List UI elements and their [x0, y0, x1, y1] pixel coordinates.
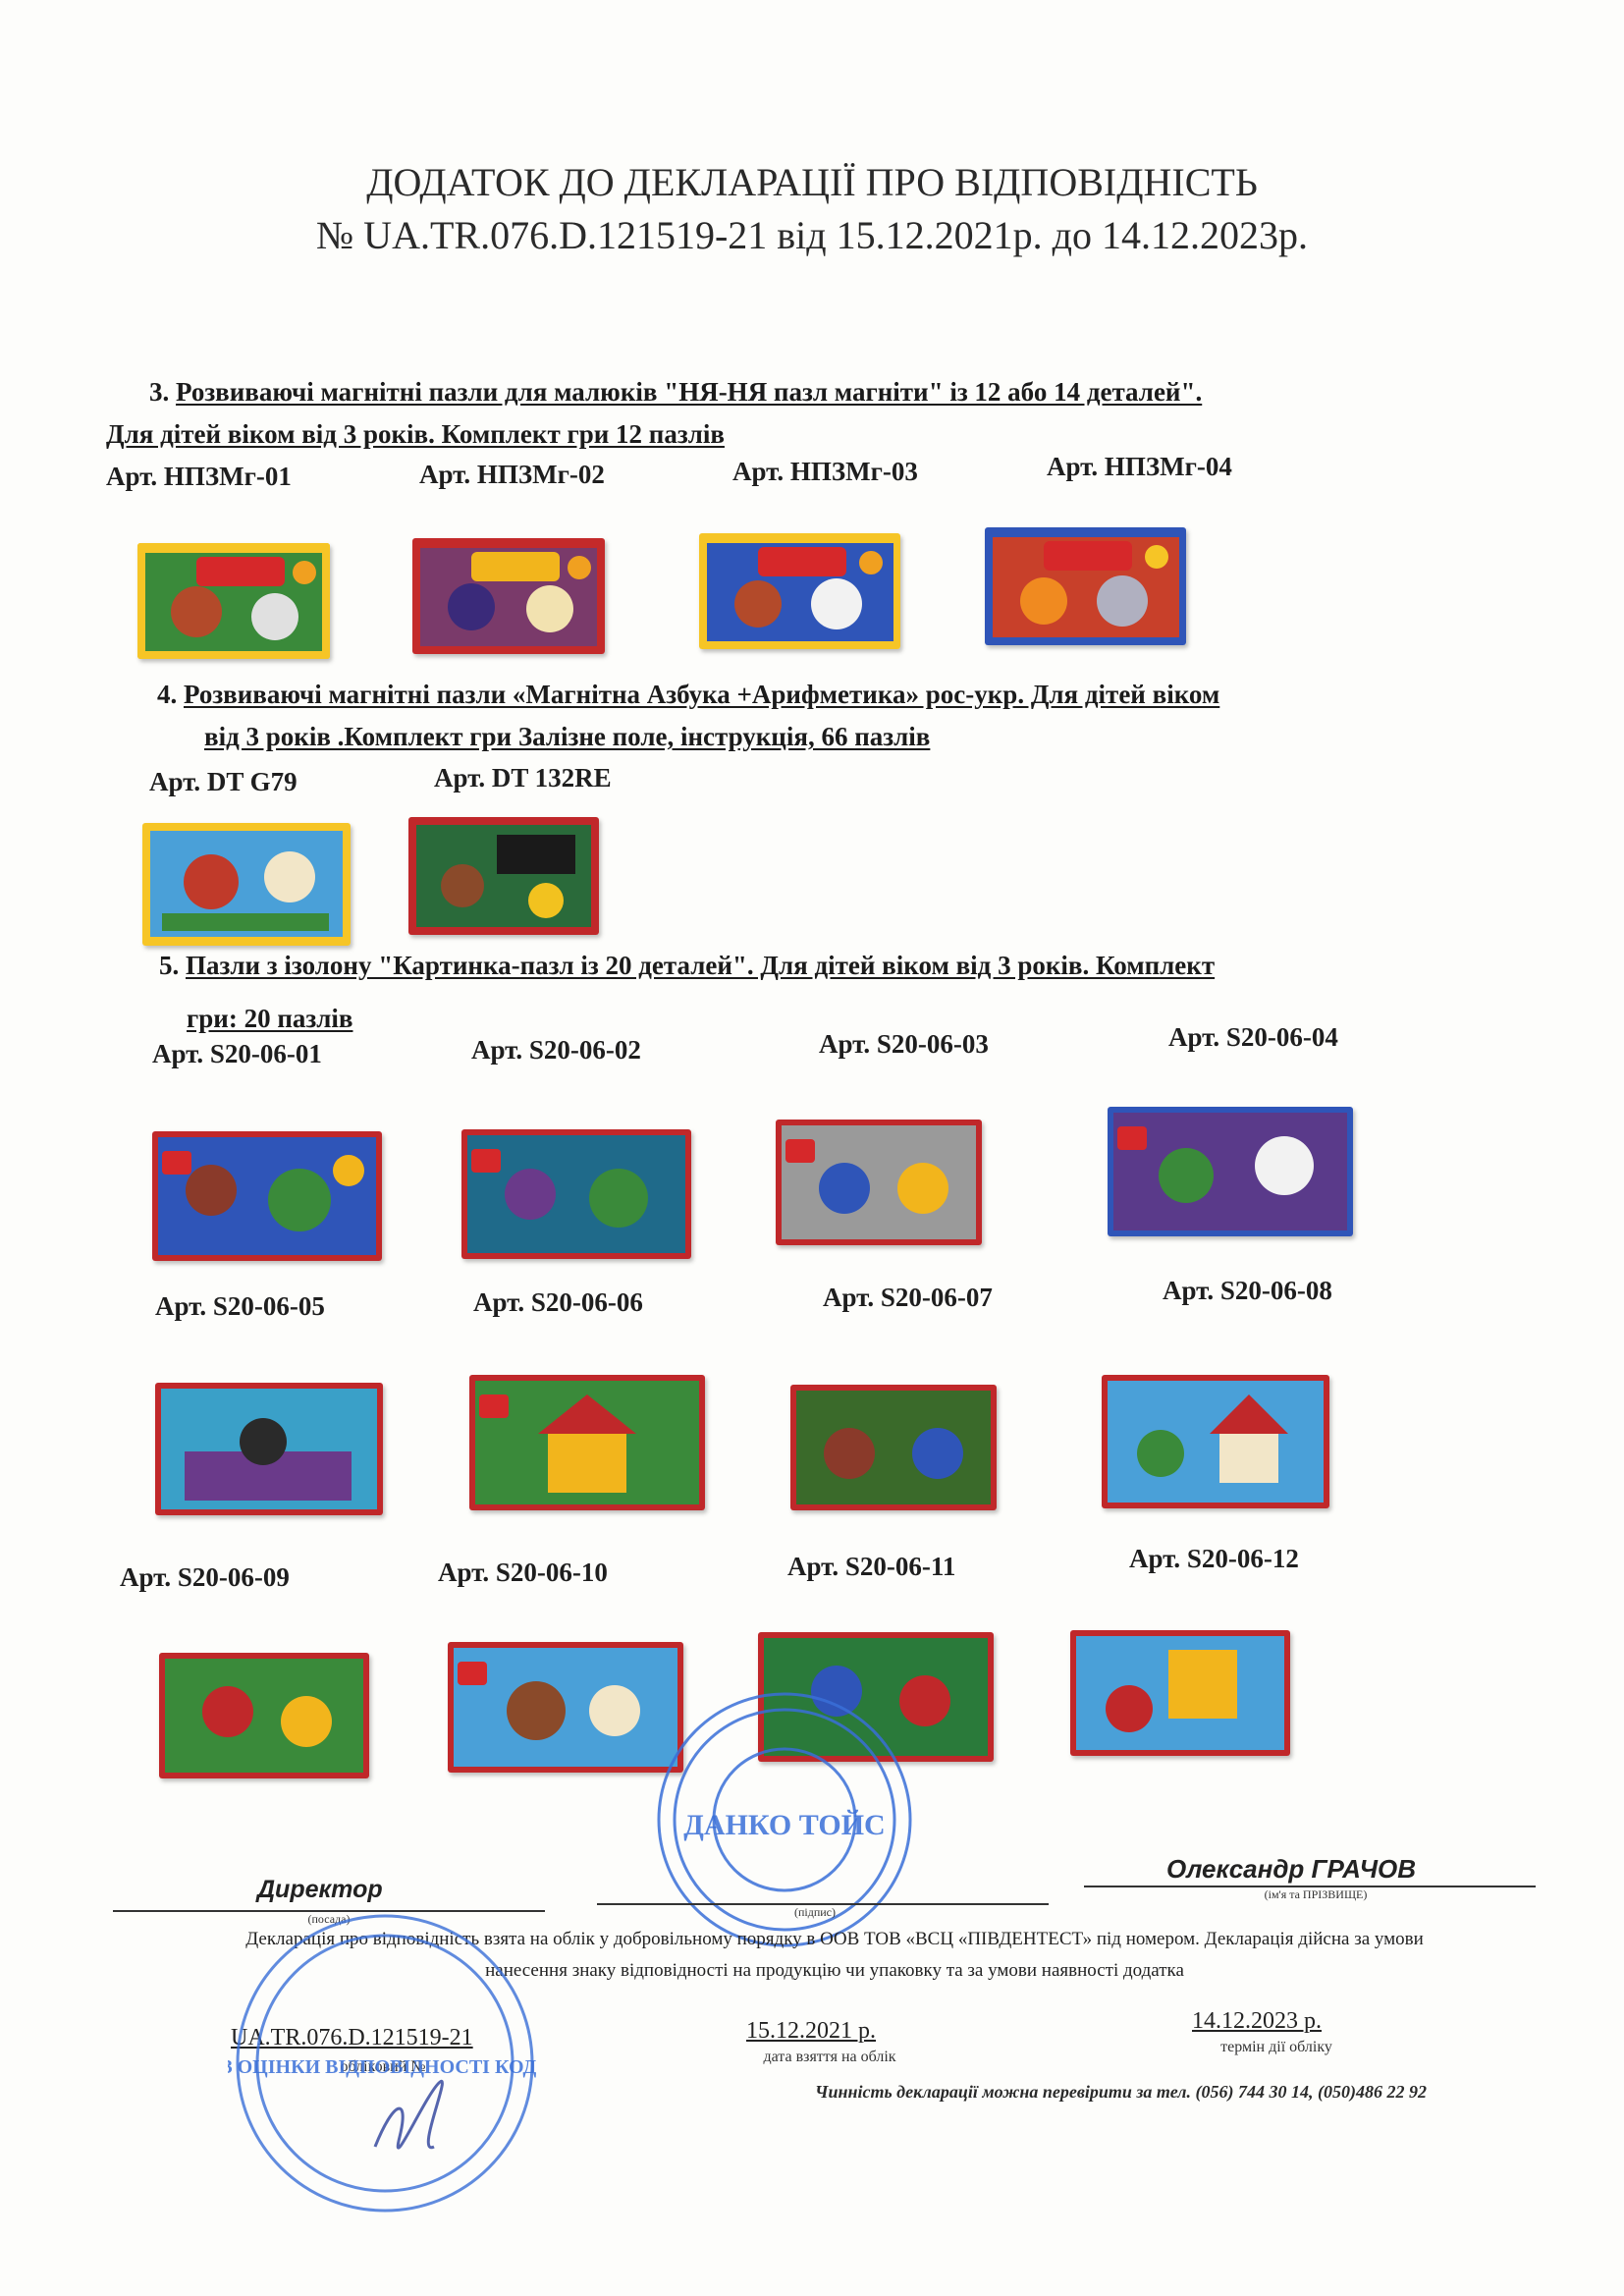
product-box-image [448, 1642, 683, 1773]
article-label: Арт. DT 132RE [434, 763, 612, 793]
puzzle-box-illustration [159, 1653, 369, 1778]
product-box-image [137, 543, 330, 659]
section-3-heading [149, 375, 1202, 409]
article-label: Арт. S20-06-01 [152, 1039, 322, 1068]
article-label: Арт. S20-06-12 [1129, 1544, 1299, 1573]
article-label: Арт. НПЗМг-02 [419, 460, 605, 489]
handwritten-signature [375, 2081, 442, 2148]
article-label: Арт. S20-06-11 [787, 1552, 956, 1581]
product-box-image [461, 1129, 691, 1259]
product-box-image [790, 1385, 997, 1510]
puzzle-box-illustration [142, 823, 351, 946]
section-title-line2: гри: 20 пазлів [187, 1004, 353, 1033]
registration-number: UA.TR.076.D.121519-21 [231, 2025, 473, 2050]
document-title-line1: ДОДАТОК ДО ДЕКЛАРАЦІЇ ПРО ВІДПОВІДНІСТЬ [366, 160, 1258, 204]
sign-caption: (підпис) [793, 1905, 837, 1919]
registration-number-caption: обліковий № [340, 2058, 426, 2075]
article-label: Арт. S20-06-10 [438, 1558, 608, 1587]
puzzle-box-illustration [699, 533, 900, 649]
product-box-image [159, 1653, 369, 1778]
certification-stamp-graphic [228, 1901, 542, 2225]
puzzle-box-illustration [137, 543, 330, 659]
registration-date-caption: дата взяття на облік [763, 2049, 896, 2065]
section-4-heading [157, 678, 1219, 711]
article-label: Арт. НПЗМг-03 [732, 457, 918, 486]
article-label: Арт. S20-06-08 [1163, 1276, 1332, 1305]
article-label: Арт. НПЗМг-04 [1047, 452, 1232, 481]
registration-text-line1: Декларація про відповідність взята на облік у добровільному порядку в ООВ ТОВ «ВСЦ «ПІВДЕНТЕСТ» під номером. Декларація дійсна за умови [245, 1929, 1424, 1949]
product-box-image [776, 1120, 982, 1245]
company-stamp-text: ДАНКО ТОЙС [683, 1809, 886, 1841]
product-box-image [152, 1131, 382, 1261]
article-label: Арт. S20-06-02 [471, 1035, 641, 1065]
director-caption: (посада) [307, 1912, 351, 1926]
puzzle-box-illustration [790, 1385, 997, 1510]
article-label: Арт. S20-06-07 [823, 1283, 993, 1312]
section-4-subtitle [204, 720, 930, 753]
registration-date: 15.12.2021 р. [746, 2018, 876, 2044]
product-box-image [412, 538, 605, 654]
puzzle-box-illustration [1108, 1107, 1353, 1236]
puzzle-box-illustration [461, 1129, 691, 1259]
article-label: Арт. НПЗМг-01 [106, 462, 292, 491]
section-number: 5. [159, 951, 180, 980]
puzzle-box-illustration [155, 1383, 383, 1515]
section-5-subtitle [187, 1002, 352, 1035]
puzzle-box-illustration [408, 817, 599, 935]
puzzle-box-illustration [776, 1120, 982, 1245]
section-title-line1: Розвиваючі магнітні пазли для малюків "НЯ-НЯ пазл магніти" із 12 або 14 деталей". [176, 377, 1203, 407]
section-title-line1: Пазли з ізолону "Картинка-пазл із 20 деталей". Для дітей віком від 3 років. Комплект [186, 951, 1216, 980]
article-label: Арт. S20-06-03 [819, 1029, 989, 1059]
certification-body-stamp [228, 1901, 542, 2225]
article-label: Арт. S20-06-06 [473, 1287, 643, 1317]
name-caption: (ім'я та ПРІЗВИЩЕ) [1264, 1887, 1368, 1901]
puzzle-box-illustration [985, 527, 1186, 645]
section-title-line2: від 3 років .Комплект гри Залізне поле, інструкція, 66 пазлів [204, 722, 931, 751]
section-5-heading [159, 949, 1215, 982]
document-title-line2: № UA.TR.076.D.121519-21 від 15.12.2021р. до 14.12.2023р. [316, 213, 1308, 257]
certification-stamp-text: ОЦІНКИ ВІДПОВІДНОСТІ КОД [237, 2056, 537, 2078]
section-number: 4. [157, 680, 178, 709]
article-label: Арт. S20-06-05 [155, 1291, 325, 1321]
signatory-name: Олександр ГРАЧОВ [1166, 1854, 1417, 1884]
section-title-line1: Розвиваючі магнітні пазли «Магнітна Азбука +Арифметика» рос-укр. Для дітей віком [184, 680, 1220, 709]
product-box-image [155, 1383, 383, 1515]
product-box-image [1102, 1375, 1329, 1508]
section-number: 3. [149, 377, 170, 407]
puzzle-box-illustration [412, 538, 605, 654]
product-box-image [1070, 1630, 1290, 1756]
registration-end-date: 14.12.2023 р. [1192, 2008, 1322, 2034]
article-label: Арт. S20-06-04 [1168, 1022, 1338, 1052]
puzzle-box-illustration [448, 1642, 683, 1773]
puzzle-box-illustration [1070, 1630, 1290, 1756]
director-label: Директор [257, 1876, 383, 1903]
product-box-image [985, 527, 1186, 645]
registration-end-date-caption: термін дії обліку [1220, 2039, 1332, 2055]
puzzle-box-illustration [469, 1375, 705, 1510]
verification-note: Чинність декларації можна перевірити за тел. (056) 744 30 14, (050)486 22 92 [815, 2082, 1427, 2102]
puzzle-box-illustration [1102, 1375, 1329, 1508]
section-3-subtitle [106, 417, 725, 451]
product-box-image [1108, 1107, 1353, 1236]
product-box-image [469, 1375, 705, 1510]
registration-text-line2: нанесення знаку відповідності на продукцію чи упаковку та за умови наявності додатка [485, 1960, 1184, 1981]
product-box-image [699, 533, 900, 649]
article-label: Арт. S20-06-09 [120, 1562, 290, 1592]
product-box-image [142, 823, 351, 946]
product-box-image [408, 817, 599, 935]
article-label: Арт. DT G79 [149, 767, 298, 796]
section-title-line2: Для дітей віком від 3 років. Комплект гри 12 пазлів [106, 419, 725, 449]
puzzle-box-illustration [152, 1131, 382, 1261]
